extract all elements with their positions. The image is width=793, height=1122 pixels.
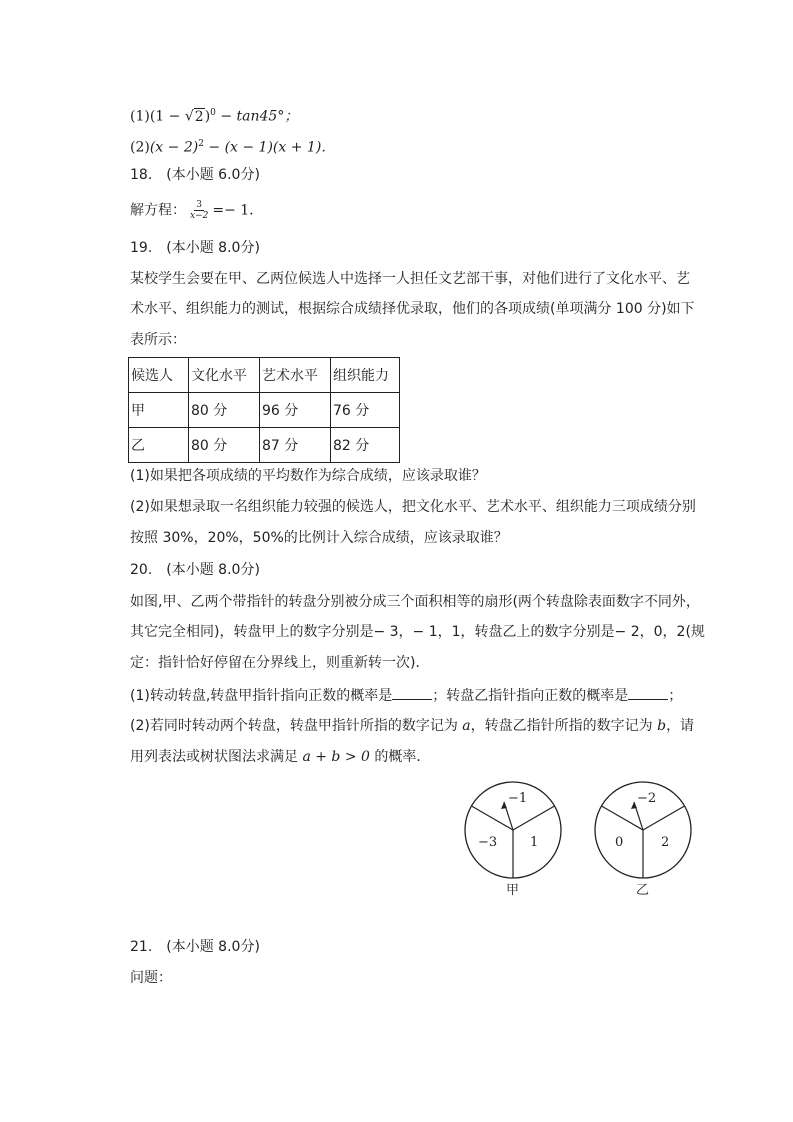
q20-q1-text-a: (1)转动转盘,转盘甲指针指向正数的概率是 [130,688,393,704]
table-header-cell: 艺术水平 [260,358,331,393]
q20-q2-text-e: 的概率． [369,749,431,765]
q17-part2-expr-b: − (x − 1)(x + 1)． [203,139,336,156]
spinner-yi-caption: 乙 [636,883,650,898]
q17-part2 [130,134,335,158]
table-cell: 80 分 [189,393,260,428]
q20-question-1 [130,685,682,706]
q20-intro-line-1: 如图,甲、乙两个带指针的转盘分别被分成三个面积相等的扇形(两个转盘除表面数字不同外， [130,594,700,610]
spinner-jia [465,782,561,898]
spinner-jia-caption: 甲 [506,883,520,898]
q18-fraction [188,200,210,221]
spinner-yi-divider [643,806,685,830]
q21-header: 21. (本小题 8.0分) [130,939,260,955]
table-cell: 87 分 [260,428,331,463]
q20-header: 20. (本小题 8.0分) [130,562,260,578]
table-header-cell: 候选人 [129,358,189,393]
q18-suffix: =− 1． [212,202,264,219]
table-cell: 甲 [129,393,189,428]
q19-question-2-line-1: (2)如果想录取一名组织能力较强的候选人，把文化水平、艺术水平、组织能力三项成绩分别 [130,499,696,515]
spinners-svg [460,780,700,905]
q17-part1-exponent: 0 [210,108,216,118]
q20-q2-text-b: ，转盘乙指针所指的数字记为 [470,718,658,734]
q17-part1-expr-c: − tan45°； [215,108,299,125]
spinner-jia-number: −1 [508,791,528,806]
table-cell: 乙 [129,428,189,463]
q20-question-2-line-2 [130,747,430,767]
q17-part2-exponent: 2 [198,139,204,149]
table-row [129,393,400,428]
table-row [129,428,400,463]
q17-part1-expr-b: ) [204,108,211,125]
spinner-jia-divider [513,806,555,830]
answer-blank-2[interactable] [628,685,668,700]
table-cell: 80 分 [189,428,260,463]
spinner-jia-number: −3 [478,835,498,850]
q19-intro-line-1: 某校学生会要在甲、乙两位候选人中选择一人担任文艺部干事，对他们进行了文化水平、艺 [130,271,690,287]
table-cell: 82 分 [331,428,400,463]
q20-var-a: a [462,718,471,734]
q19-intro-line-2: 术水平、组织能力的测试，根据综合成绩择优录取，他们的各项成绩(单项满分 100 分)如下 [130,301,695,317]
table-header-row [129,358,400,393]
spinners-figure [460,780,700,905]
table-cell: 96 分 [260,393,331,428]
q18-frac-num: 3 [196,200,203,210]
q20-q2-text-d: 用列表法或树状图法求满足 [130,749,303,765]
answer-blank-1[interactable] [392,685,432,700]
q17-part2-label: (2) [130,139,150,156]
q18-frac-den: x−2 [190,211,209,221]
q17-part1: $(1)(1 - √2)^0 - \tan 45^\circ$； [130,108,299,125]
q18-equation [130,200,263,221]
q20-intro-line-2: 其它完全相同)，转盘甲上的数字分别是− 3，− 1，1，转盘乙上的数字分别是− 2，0，2(规 [130,624,705,640]
spinner-yi-number: −2 [637,791,657,806]
q20-q1-text-c: ； [668,688,683,704]
q21-line-1: 问题： [130,970,172,986]
q18-header: 18. (本小题 6.0分) [130,167,260,183]
q20-question-2-line-1 [130,716,694,736]
q20-intro-line-3: 定：指针恰好停留在分界线上，则重新转一次)． [130,655,430,671]
q19-header: 19. (本小题 8.0分) [130,240,260,256]
q19-question-1: (1)如果把各项成绩的平均数作为综合成绩，应该录取谁？ [130,468,486,484]
q20-q1-text-b: ；转盘乙指针指向正数的概率是 [432,688,629,704]
table-cell: 76 分 [331,393,400,428]
q20-condition: a + b > 0 [302,749,370,765]
table-header-cell: 文化水平 [189,358,260,393]
q17-part1-label: (1) [130,108,150,125]
q19-question-2-line-2: 按照 30%，20%，50%的比例计入综合成绩，应该录取谁？ [130,530,508,546]
table-header-cell: 组织能力 [331,358,400,393]
q19-intro-line-3: 表所示： [130,332,186,348]
q18-prefix: 解方程： [130,202,186,219]
q20-q2-text-a: (2)若同时转动两个转盘，转盘甲指针所指的数字记为 [130,718,463,734]
q17-part2-expr-a: (x − 2) [149,139,199,156]
spinner-jia-number: 1 [530,835,539,850]
q17-part1-expr-a: (1 − [149,108,185,125]
q19-score-table [128,357,400,463]
spinner-yi [595,782,691,898]
spinner-yi-number: 0 [615,835,624,850]
spinner-jia-pointer-head [501,802,507,809]
q20-var-b: b [657,718,667,734]
spinner-yi-number: 2 [661,835,670,850]
q20-q2-text-c: ，请 [666,718,695,734]
q17-part1-sqrt-arg: 2 [194,108,204,125]
